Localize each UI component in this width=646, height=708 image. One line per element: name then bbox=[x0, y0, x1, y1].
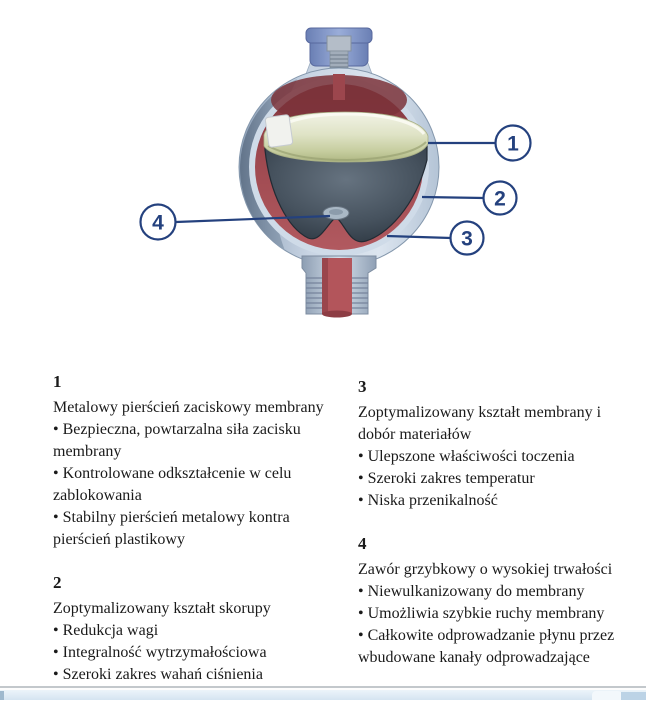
section-3-bullet: • Ulepszone właściwości toczenia bbox=[358, 446, 638, 468]
callout-line-2 bbox=[422, 197, 484, 198]
section-2-bullet: • Szeroki zakres wahań ciśnienia bbox=[53, 664, 347, 686]
bottom-strip-left-notch bbox=[0, 691, 4, 700]
section-1-bullet: • Stabilny pierścień metalowy kontra pierścień plastikowy bbox=[53, 507, 347, 551]
bottom-strip bbox=[0, 690, 646, 700]
gas-channel bbox=[333, 74, 345, 100]
fluid-port bbox=[302, 256, 376, 318]
text-column-right bbox=[358, 377, 638, 691]
section-2-bullet: • Redukcja wagi bbox=[53, 620, 347, 642]
section-4-number: 4 bbox=[358, 534, 367, 553]
section-3-bullet: • Szeroki zakres temperatur bbox=[358, 468, 638, 490]
section-3-title: Zoptymalizowany kształt membrany i dobór materiałów bbox=[358, 404, 602, 443]
section-3-bullet: • Niska przenikalność bbox=[358, 490, 638, 512]
section-4-bullet: • Umożliwia szybkie ruchy membrany bbox=[358, 603, 638, 625]
port-bore-lip bbox=[322, 311, 352, 318]
section-3 bbox=[358, 377, 638, 512]
bolt-head bbox=[327, 36, 351, 51]
callout-number-2: 2 bbox=[494, 187, 506, 211]
bottom-strip-tab bbox=[592, 691, 622, 700]
section-4-bullet: • Niewulkanizowany do membrany bbox=[358, 581, 638, 603]
section-4 bbox=[358, 534, 638, 669]
text-column-left bbox=[53, 372, 347, 708]
section-4-bullet: • Całkowite odprowadzanie płynu przez wbudowane kanały odprowadzające bbox=[358, 625, 638, 669]
section-1 bbox=[53, 372, 347, 551]
section-2 bbox=[53, 573, 347, 686]
bottom-strip-right-block bbox=[621, 692, 646, 700]
callout-number-3: 3 bbox=[461, 227, 473, 251]
poppet-valve-center bbox=[329, 209, 343, 215]
clamp-ring bbox=[264, 112, 428, 162]
section-1-number: 1 bbox=[53, 372, 62, 391]
section-4-title: Zawór grzybkowy o wysokiej trwałości bbox=[358, 561, 613, 578]
section-1-bullet: • Kontrolowane odkształcenie w celu zablokowania bbox=[53, 463, 347, 507]
clamp-block bbox=[265, 114, 293, 147]
section-1-title: Metalowy pierścień zaciskowy membrany bbox=[53, 399, 324, 416]
section-1-bullet: • Bezpieczna, powtarzalna siła zacisku membrany bbox=[53, 419, 347, 463]
section-2-number: 2 bbox=[53, 573, 62, 592]
callout-number-4: 4 bbox=[152, 211, 164, 235]
callout-number-1: 1 bbox=[507, 132, 519, 156]
port-bore-shadow bbox=[322, 258, 328, 314]
section-2-title: Zoptymalizowany kształt skorupy bbox=[53, 600, 271, 617]
section-2-bullet: • Integralność wytrzymałościowa bbox=[53, 642, 347, 664]
section-3-number: 3 bbox=[358, 377, 367, 396]
